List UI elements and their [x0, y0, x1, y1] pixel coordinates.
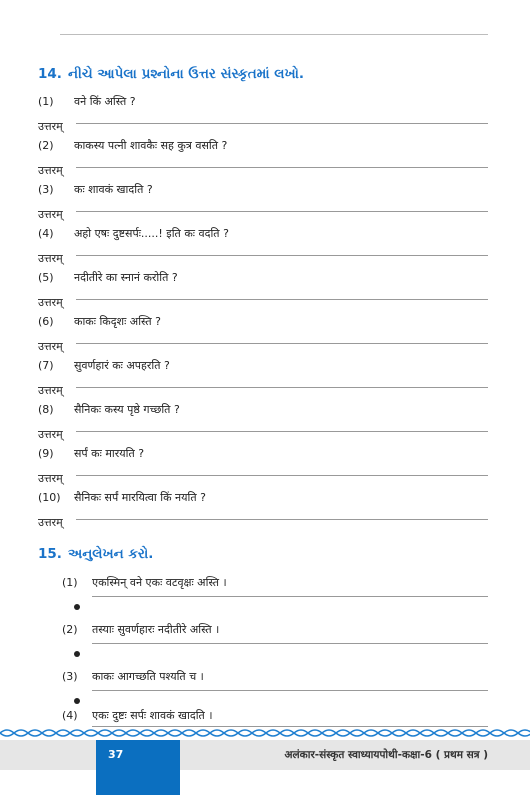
- answer-label-2: उत्तरम्: [38, 164, 63, 177]
- page-number: 37: [108, 748, 124, 761]
- section-15-heading: [38, 546, 153, 562]
- answer-line-6[interactable]: [76, 343, 488, 344]
- question-10: (10) सैनिकः सर्पं मारयित्वा किं नयति ?: [38, 491, 207, 504]
- question-3: (3) कः शावकं खादति ?: [38, 183, 153, 196]
- section-15-number: 15.: [38, 546, 62, 562]
- question-6: (6) काकः किदृशः अस्ति ?: [38, 315, 161, 328]
- book-title: अलंकार-संस्कृत स्वाध्यायपोथी-कक्षा-6 ( प्रथम सत्र ): [284, 749, 488, 761]
- answer-label-10: उत्तरम्: [38, 516, 63, 529]
- copy-line-1[interactable]: [92, 596, 488, 597]
- exercise-4: (4) एकः दुष्टः सर्पः शावकं खादति ।: [62, 709, 213, 722]
- question-1: (1) वने किं अस्ति ?: [38, 95, 136, 108]
- question-2: (2) काकस्य पत्नी शावकैः सह कुत्र वसति ?: [38, 139, 228, 152]
- footer-wave-border: [0, 727, 530, 739]
- answer-line-1[interactable]: [76, 123, 488, 124]
- answer-line-8[interactable]: [76, 431, 488, 432]
- exercise-1: (1) एकस्मिन् वने एकः वटवृक्षः अस्ति ।: [62, 576, 227, 589]
- answer-line-7[interactable]: [76, 387, 488, 388]
- answer-label-3: उत्तरम्: [38, 208, 63, 221]
- section-15-title: અનુલેખન કરો.: [68, 546, 154, 562]
- copy-line-3[interactable]: [92, 690, 488, 691]
- answer-label-5: उत्तरम्: [38, 296, 63, 309]
- answer-line-2[interactable]: [76, 167, 488, 168]
- section-14-heading: [38, 66, 304, 82]
- answer-label-4: उत्तरम्: [38, 252, 63, 265]
- question-4: (4) अहो एषः दुष्टसर्पः.....! इति कः वदति ?: [38, 227, 229, 240]
- answer-line-4[interactable]: [76, 255, 488, 256]
- question-8: (8) सैनिकः कस्य पृष्ठे गच्छति ?: [38, 403, 180, 416]
- top-rule: [60, 34, 488, 35]
- answer-label-1: उत्तरम्: [38, 120, 63, 133]
- question-7: (7) सुवर्णहारं कः अपहरति ?: [38, 359, 170, 372]
- answer-line-5[interactable]: [76, 299, 488, 300]
- question-5: (5) नदीतीरे का स्नानं करोति ?: [38, 271, 178, 284]
- answer-label-6: उत्तरम्: [38, 340, 63, 353]
- question-9: (9) सर्पं कः मारयति ?: [38, 447, 145, 460]
- section-14-title: નીચે આપેલા પ્રશ્નોના ઉત્તર સંસ્કૃતમાં લખો.: [68, 66, 305, 82]
- answer-label-8: उत्तरम्: [38, 428, 63, 441]
- answer-label-9: उत्तरम्: [38, 472, 63, 485]
- answer-label-7: उत्तरम्: [38, 384, 63, 397]
- bullet-dot: [74, 604, 80, 610]
- answer-line-9[interactable]: [76, 475, 488, 476]
- answer-line-3[interactable]: [76, 211, 488, 212]
- section-14-number: 14.: [38, 66, 62, 82]
- exercise-2: (2) तस्याः सुवर्णहारः नदीतीरे अस्ति ।: [62, 623, 220, 636]
- copy-line-2[interactable]: [92, 643, 488, 644]
- bullet-dot: [74, 698, 80, 704]
- bullet-dot: [74, 651, 80, 657]
- exercise-3: (3) काकः आगच्छति पश्यति च ।: [62, 670, 204, 683]
- answer-line-10[interactable]: [76, 519, 488, 520]
